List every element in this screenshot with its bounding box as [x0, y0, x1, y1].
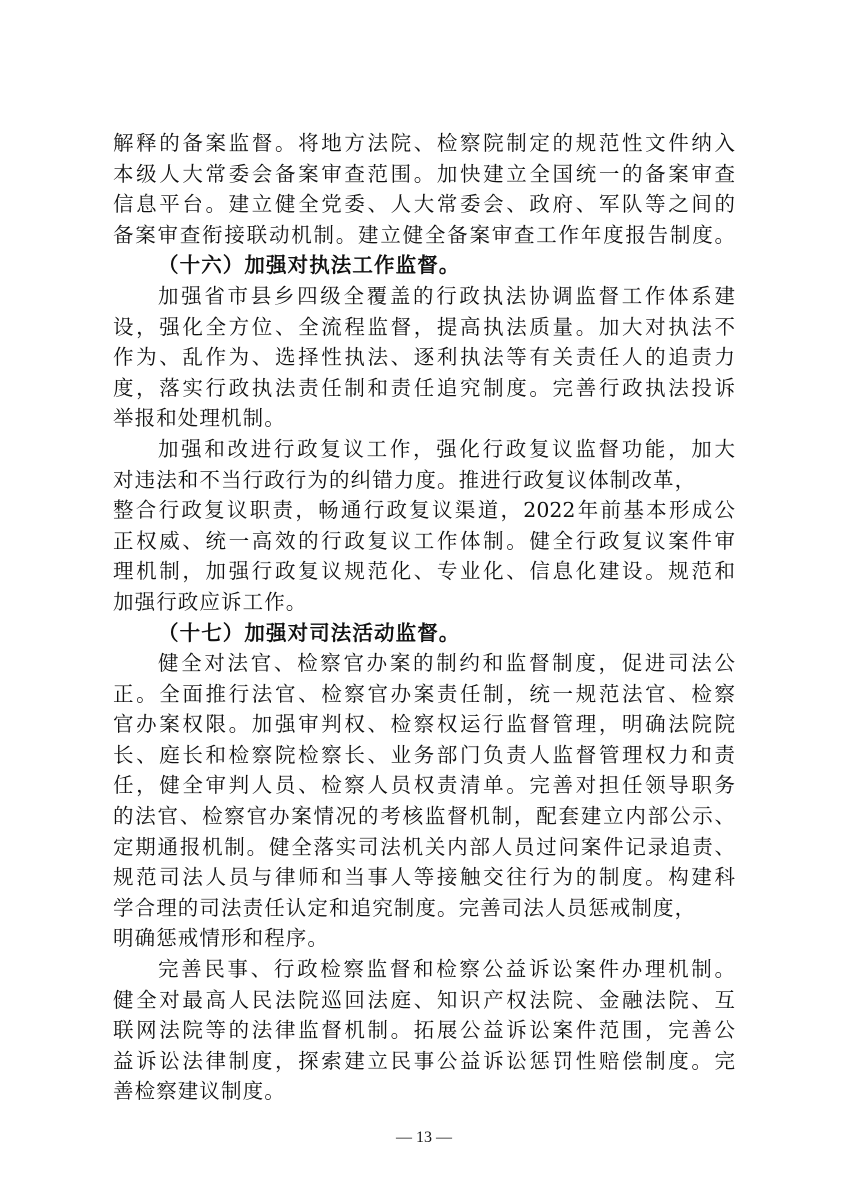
- text-line: 的法官、检察官办案情况的考核监督机制，配套建立内部公示、: [113, 804, 735, 829]
- text-line: 整合行政复议职责，畅通行政复议渠道，2022年前基本形成公: [113, 498, 735, 523]
- body-text: [113, 128, 735, 1107]
- text-line: 任，健全审判人员、检察人员权责清单。完善对担任领导职务: [113, 773, 735, 798]
- text-line: 学合理的司法责任认定和追究制度。完善司法人员惩戒制度，: [113, 895, 697, 920]
- text-line: 作为、乱作为、选择性执法、逐利执法等有关责任人的追责力: [113, 345, 735, 370]
- text-line: 健全对最高人民法院巡回法庭、知识产权法院、金融法院、互: [113, 987, 735, 1012]
- text-line: 善检察建议制度。: [113, 1079, 286, 1104]
- paragraph-first-line: 加强和改进行政复议工作，强化行政复议监督功能，加大: [158, 436, 735, 461]
- text-line: 规范司法人员与律师和当事人等接触交往行为的制度。构建科: [113, 865, 735, 890]
- text-line: 理机制，加强行政复议规范化、专业化、信息化建设。规范和: [113, 559, 735, 584]
- text-line: 本级人大常委会备案审查范围。加快建立全国统一的备案审查: [113, 161, 735, 186]
- text-line: 长、庭长和检察院检察长、业务部门负责人监督管理权力和责: [113, 742, 735, 767]
- paragraph-first-line: 完善民事、行政检察监督和检察公益诉讼案件办理机制。: [158, 957, 735, 982]
- text-line: 度，落实行政执法责任制和责任追究制度。完善行政执法投诉: [113, 375, 735, 400]
- text-line: 正权威、统一高效的行政复议工作体制。健全行政复议案件审: [113, 528, 735, 553]
- text-line: 联网法院等的法律监督机制。拓展公益诉讼案件范围，完善公: [113, 1018, 735, 1043]
- page-number: — 13 —: [396, 1129, 452, 1146]
- text-line: 益诉讼法律制度，探索建立民事公益诉讼惩罚性赔偿制度。完: [113, 1048, 735, 1073]
- text-line: 定期通报机制。健全落实司法机关内部人员过问案件记录追责、: [113, 834, 735, 859]
- section-heading: （十七）加强对司法活动监督。: [158, 620, 461, 645]
- text-line: 明确惩戒情形和程序。: [113, 926, 329, 951]
- text-line: 设，强化全方位、全流程监督，提高执法质量。加大对执法不: [113, 314, 735, 339]
- text-line: 信息平台。建立健全党委、人大常委会、政府、军队等之间的: [113, 192, 735, 217]
- text-line: 加强行政应诉工作。: [113, 589, 308, 614]
- paragraph-first-line: 加强省市县乡四级全覆盖的行政执法协调监督工作体系建: [158, 283, 735, 308]
- section-heading: （十六）加强对执法工作监督。: [158, 253, 461, 278]
- text-line: 备案审查衔接联动机制。建立健全备案审查工作年度报告制度。: [113, 222, 735, 247]
- text-line: 举报和处理机制。: [113, 406, 286, 431]
- paragraph-first-line: 健全对法官、检察官办案的制约和监督制度，促进司法公: [158, 651, 735, 676]
- text-line: 正。全面推行法官、检察官办案责任制，统一规范法官、检察: [113, 681, 735, 706]
- text-line: 对违法和不当行政行为的纠错力度。推进行政复议体制改革，: [113, 467, 697, 492]
- text-line: 官办案权限。加强审判权、检察权运行监督管理，明确法院院: [113, 712, 735, 737]
- text-line: 解释的备案监督。将地方法院、检察院制定的规范性文件纳入: [113, 131, 735, 155]
